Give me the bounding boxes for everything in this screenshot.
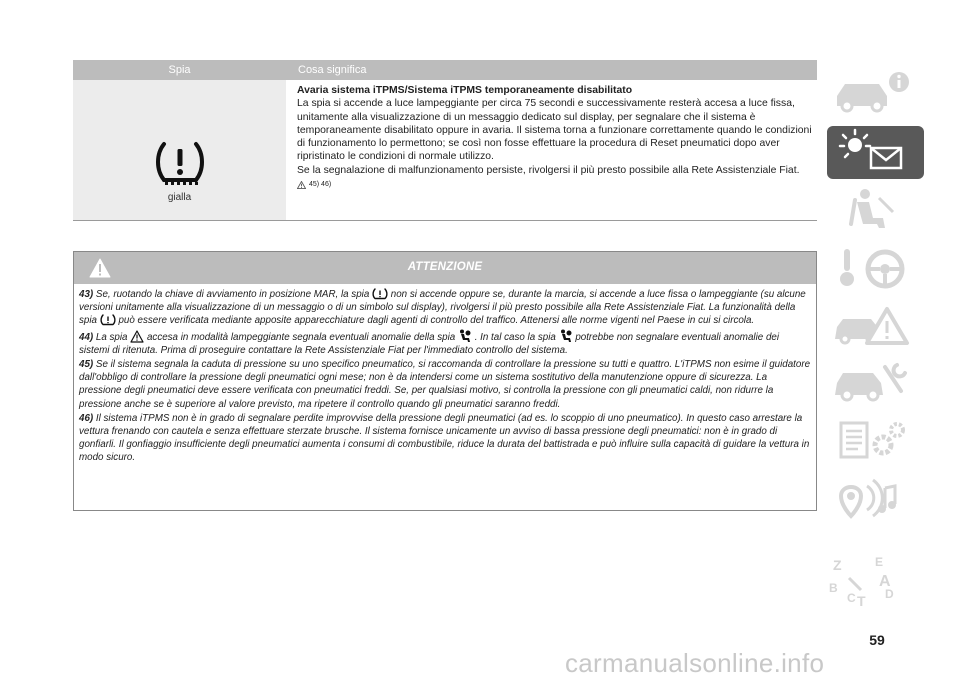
note-text: potrebbe non segnalare eventuali anomalie dei sistemi di ritenuta. Prima di proseguire contattare la Rete Assistenziale Fiat per l'immediato controllo del sistema.	[79, 331, 780, 356]
warning-references	[297, 178, 815, 191]
header-col-light: Spia	[168, 64, 191, 76]
svg-text:Z: Z	[833, 557, 842, 573]
table-header	[73, 60, 817, 80]
seat-safety-icon	[827, 184, 924, 237]
svg-text:C: C	[847, 591, 856, 605]
note-text: Se, ruotando la chiave di avviamento in posizione MAR, la spia	[95, 289, 370, 300]
note-text: . In tal caso la spia	[474, 331, 556, 343]
svg-text:D: D	[885, 587, 894, 601]
warning-triangle-icon	[130, 330, 144, 343]
note-text: non si accende oppure se, durante la marcia, si accende a luce fissa o lampeggiante (su alcune versioni unitamente alla visualizzazione di un messaggio o di un simbolo sul display), rivolgersi il più presto possibile alla Rete Assistenziale Fiat. La funzionalità della spia	[79, 289, 806, 327]
note-number: 45)	[79, 359, 94, 371]
warning-lights-icon[interactable]	[827, 126, 924, 179]
svg-text:T: T	[857, 593, 866, 608]
steering-key-icon	[827, 241, 924, 294]
description-title: Avaria sistema iTPMS/Sistema iTPMS temporaneamente disabilitato	[297, 85, 633, 96]
multimedia-icon[interactable]	[827, 472, 924, 525]
tpms-icon	[372, 288, 388, 300]
svg-text:A: A	[879, 573, 891, 590]
note-text: Il sistema iTPMS non è in grado di segnalare perdite improvvise della pressione degli pneumatici (ad es. lo scoppio di uno pneumatico). In questo caso arrestare la vettura frenando con cautela e senza effettuare sterzate brusche. Il sistema fornisce unicamente un avviso di bassa pressione degli pneumatici: non è in grado di gonfiarli. Il gonfiaggio insufficiente degli pneumatici aumenta i consumi di combustibile, riduce la durata del battistrada e può influire sulla capacità di guidare la vettura in modo sicuro.	[79, 412, 810, 464]
index-letters-icon[interactable]	[827, 552, 924, 608]
tpms-warning-icon	[155, 140, 205, 186]
note-text: La spia	[95, 331, 128, 343]
svg-text:B: B	[829, 581, 838, 595]
specs-gears-icon[interactable]	[827, 415, 924, 468]
warning-triangle-icon	[297, 181, 306, 189]
light-color-label: gialla	[167, 192, 192, 203]
warning-title: ATTENZIONE	[407, 261, 483, 273]
light-icon-cell	[73, 80, 286, 220]
maintenance-icon	[827, 357, 924, 410]
specs-gears-icon	[827, 415, 924, 468]
note-number: 43)	[79, 289, 94, 300]
light-description	[286, 80, 817, 220]
car-info-icon[interactable]	[827, 68, 924, 121]
car-info-icon	[827, 68, 924, 121]
steering-key-icon[interactable]	[827, 241, 924, 294]
table-row	[73, 80, 817, 221]
svg-text:E: E	[875, 555, 884, 569]
warning-header	[74, 252, 816, 284]
warning-lights-icon	[827, 126, 924, 179]
note-text: può essere verificata mediante apposite apparecchiature dagli agenti di controllo del traffico. Attenersi alle norme vigenti nel Paese in cui si circola.	[118, 315, 755, 327]
watermark: carmanualsonline.info	[565, 648, 825, 678]
airbag-icon	[559, 329, 573, 343]
warning-box	[73, 251, 817, 511]
seat-safety-icon[interactable]	[827, 184, 924, 237]
note-text: accesa in modalità lampeggiante segnala eventuali anomalie della spia	[146, 331, 456, 343]
maintenance-icon[interactable]	[827, 357, 924, 410]
description-body: La spia si accende a luce lampeggiante per circa 75 secondi e successivamente resterà accesa a luce fissa, unitamente alla visualizzazione di un messaggio dedicato sul display, per segnalare che il sistema è temporaneamente disabilitato oppure in avaria. Il sistema torna a funzionare correttamente quando le condizioni di funzionamento lo permettono; se così non fosse effettuare la procedura di Reset pneumatici dopo aver ripristinato le condizioni di normale utilizzo.	[297, 98, 812, 163]
warning-item-46	[79, 412, 811, 465]
tpms-icon	[100, 314, 116, 326]
description-body-2: Se la segnalazione di malfunzionamento persiste, rivolgersi il più presto possibile alla Rete Assistenziale Fiat.	[297, 164, 800, 176]
emergency-icon[interactable]	[827, 299, 924, 352]
note-text: Se il sistema segnala la caduta di pressione su uno specifico pneumatico, si raccomanda di controllare la pressione su tutti e quattro. L'iTPMS non esime il guidatore dall'obbligo di controllare la pressione degli pneumatici ogni mese; non è da intendersi come un sistema sostitutivo della manutenzione oppure di sicurezza. La pressione degli pneumatici deve essere verificata con pneumatici freddi. Se, per qualsiasi motivo, si controlla la pressione con gli pneumatici caldi, non ridurre la pressione anche se è superiore al valore previsto, ma ripetere il controllo quando gli pneumatici saranno freddi.	[79, 359, 811, 410]
reference-numbers: 45) 46)	[309, 181, 332, 189]
emergency-icon	[827, 299, 924, 352]
header-col-meaning: Cosa significa	[298, 64, 367, 76]
warning-light-table	[73, 60, 817, 221]
warning-body	[74, 284, 816, 465]
multimedia-icon	[827, 472, 924, 525]
warning-item-44	[79, 329, 811, 357]
note-number: 46)	[79, 412, 94, 424]
warning-item-43	[79, 288, 811, 328]
index-letters-icon	[827, 552, 924, 608]
note-number: 44)	[79, 331, 94, 343]
warning-item-45	[79, 358, 811, 411]
page-number: 59	[869, 632, 885, 648]
airbag-icon	[458, 329, 472, 343]
